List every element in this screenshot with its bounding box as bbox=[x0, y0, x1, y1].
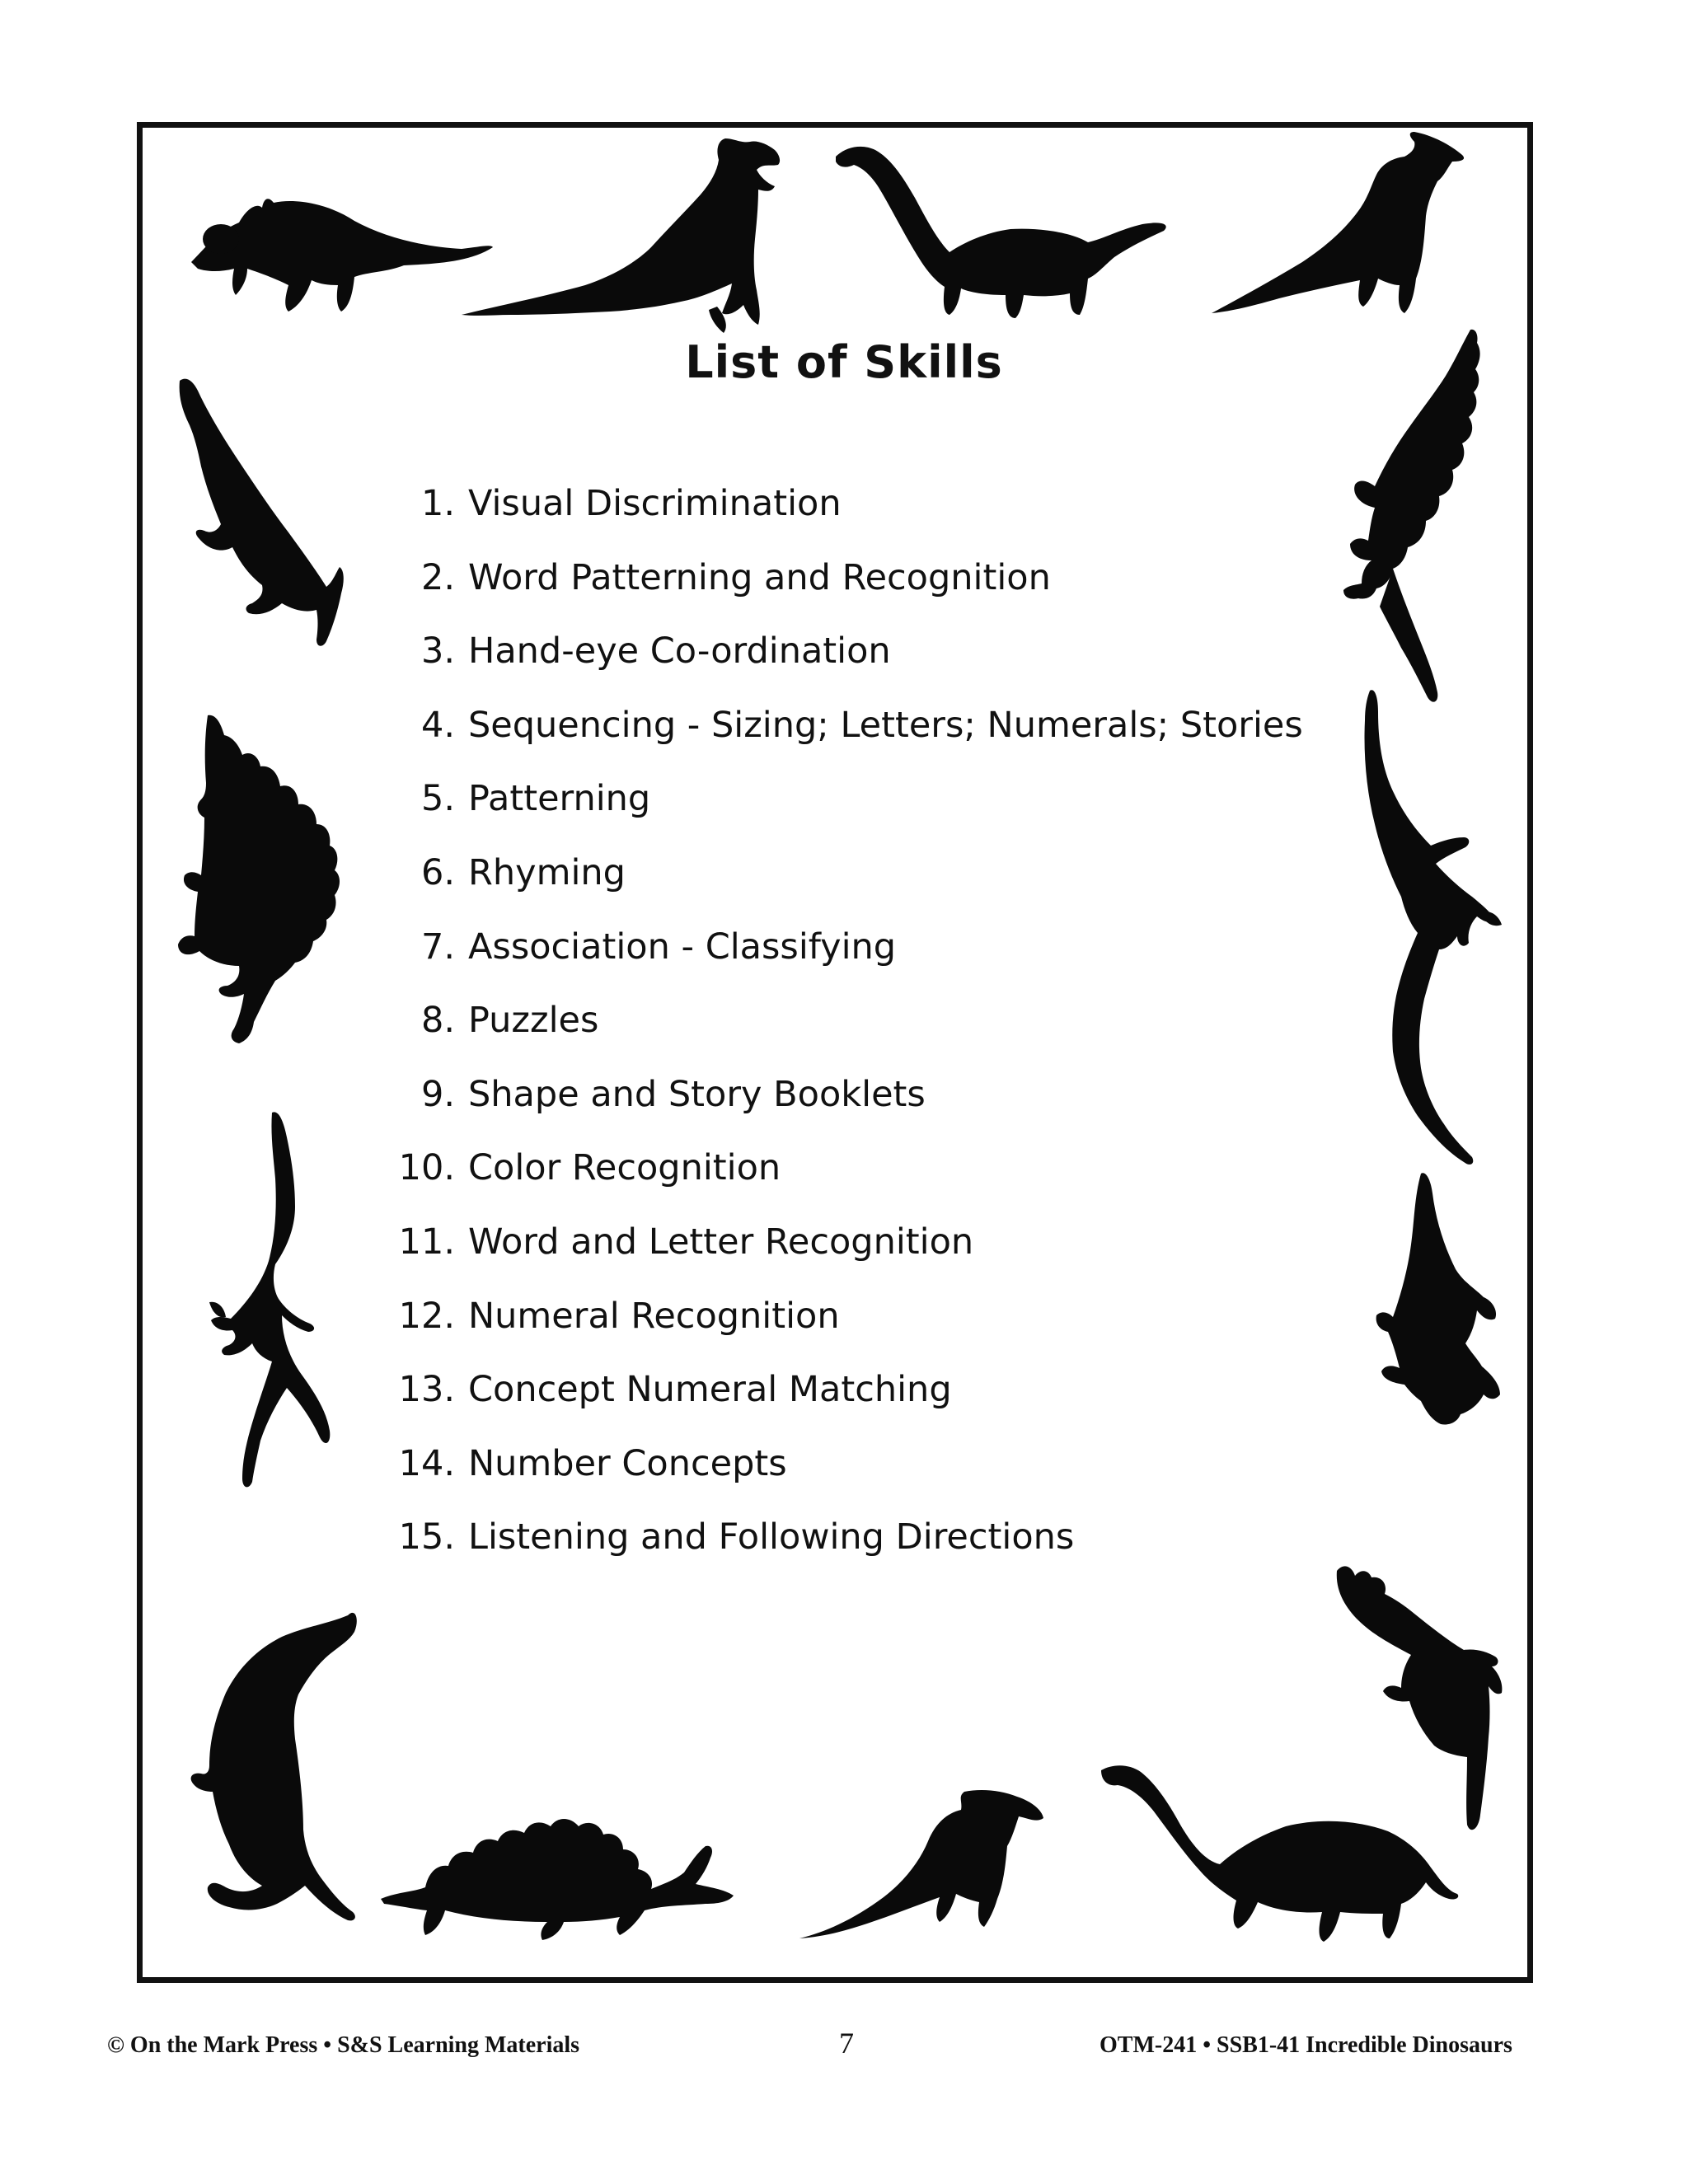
list-item bbox=[387, 768, 1303, 842]
item-label: Word Patterning and Recognition bbox=[468, 556, 1051, 598]
item-number: 11. bbox=[398, 1221, 455, 1263]
list-item bbox=[387, 547, 1303, 621]
skills-list bbox=[387, 473, 1303, 1581]
page-number: 7 bbox=[839, 2027, 854, 2060]
item-number: 15. bbox=[398, 1516, 455, 1558]
item-number: 4. bbox=[420, 704, 455, 746]
item-label: Word and Letter Recognition bbox=[468, 1221, 974, 1263]
item-number: 8. bbox=[420, 1000, 455, 1042]
footer-product-code: OTM-241 • SSB1-41 Incredible Dinosaurs bbox=[1100, 2032, 1512, 2058]
item-number: 9. bbox=[420, 1073, 455, 1115]
footer-copyright: © On the Mark Press • S&S Learning Materials bbox=[107, 2032, 580, 2058]
list-item bbox=[387, 990, 1303, 1064]
pterosaur-icon bbox=[209, 1112, 330, 1487]
iguanodon-icon bbox=[1337, 1566, 1503, 1830]
pterosaur-icon bbox=[1365, 690, 1503, 1165]
item-label: Visual Discrimination bbox=[468, 483, 842, 524]
iguanodon-icon bbox=[180, 379, 344, 646]
tyrannosaurus-icon bbox=[462, 138, 780, 333]
item-number: 1. bbox=[420, 483, 455, 524]
list-item bbox=[387, 916, 1303, 991]
item-number: 2. bbox=[420, 556, 455, 598]
item-label: Sequencing - Sizing; Letters; Numerals; Stories bbox=[468, 704, 1303, 746]
stegosaurus-icon bbox=[381, 1819, 734, 1940]
item-label: Color Recognition bbox=[468, 1147, 781, 1189]
item-number: 3. bbox=[420, 630, 455, 673]
item-number: 12. bbox=[398, 1295, 455, 1337]
item-label: Hand-eye Co-ordination bbox=[468, 630, 891, 673]
item-number: 7. bbox=[420, 926, 455, 968]
item-number: 14. bbox=[398, 1442, 455, 1484]
triceratops-icon bbox=[191, 199, 493, 312]
ankylosaurus-icon bbox=[1376, 1173, 1500, 1424]
item-number: 5. bbox=[420, 778, 455, 820]
item-number: 13. bbox=[398, 1369, 455, 1411]
list-item bbox=[387, 695, 1303, 769]
list-item bbox=[387, 1286, 1303, 1360]
list-item bbox=[387, 1433, 1303, 1507]
list-item bbox=[387, 1137, 1303, 1212]
parasaurolophus-icon bbox=[1212, 132, 1464, 313]
list-item bbox=[387, 621, 1303, 695]
item-label: Association - Classifying bbox=[468, 926, 897, 968]
list-item bbox=[387, 842, 1303, 916]
item-label: Rhyming bbox=[468, 851, 626, 893]
list-item bbox=[387, 1507, 1303, 1581]
item-label: Numeral Recognition bbox=[468, 1295, 840, 1337]
sauropod-icon bbox=[836, 147, 1166, 318]
item-label: Puzzles bbox=[468, 1000, 599, 1042]
list-item bbox=[387, 1212, 1303, 1286]
item-label: Listening and Following Directions bbox=[468, 1516, 1075, 1558]
item-number: 10. bbox=[398, 1147, 455, 1189]
item-label: Number Concepts bbox=[468, 1442, 787, 1484]
item-label: Patterning bbox=[468, 778, 651, 820]
page-title: List of Skills bbox=[685, 336, 1003, 388]
item-label: Concept Numeral Matching bbox=[468, 1369, 952, 1411]
stegosaurus-icon bbox=[178, 715, 340, 1043]
sauropod-icon bbox=[191, 1613, 357, 1921]
list-item bbox=[387, 1359, 1303, 1433]
parasaurolophus-icon bbox=[799, 1790, 1043, 1938]
sauropod-icon bbox=[1101, 1765, 1458, 1942]
list-item bbox=[387, 1064, 1303, 1138]
item-label: Shape and Story Booklets bbox=[468, 1073, 926, 1115]
item-number: 6. bbox=[420, 851, 455, 893]
list-item bbox=[387, 473, 1303, 547]
